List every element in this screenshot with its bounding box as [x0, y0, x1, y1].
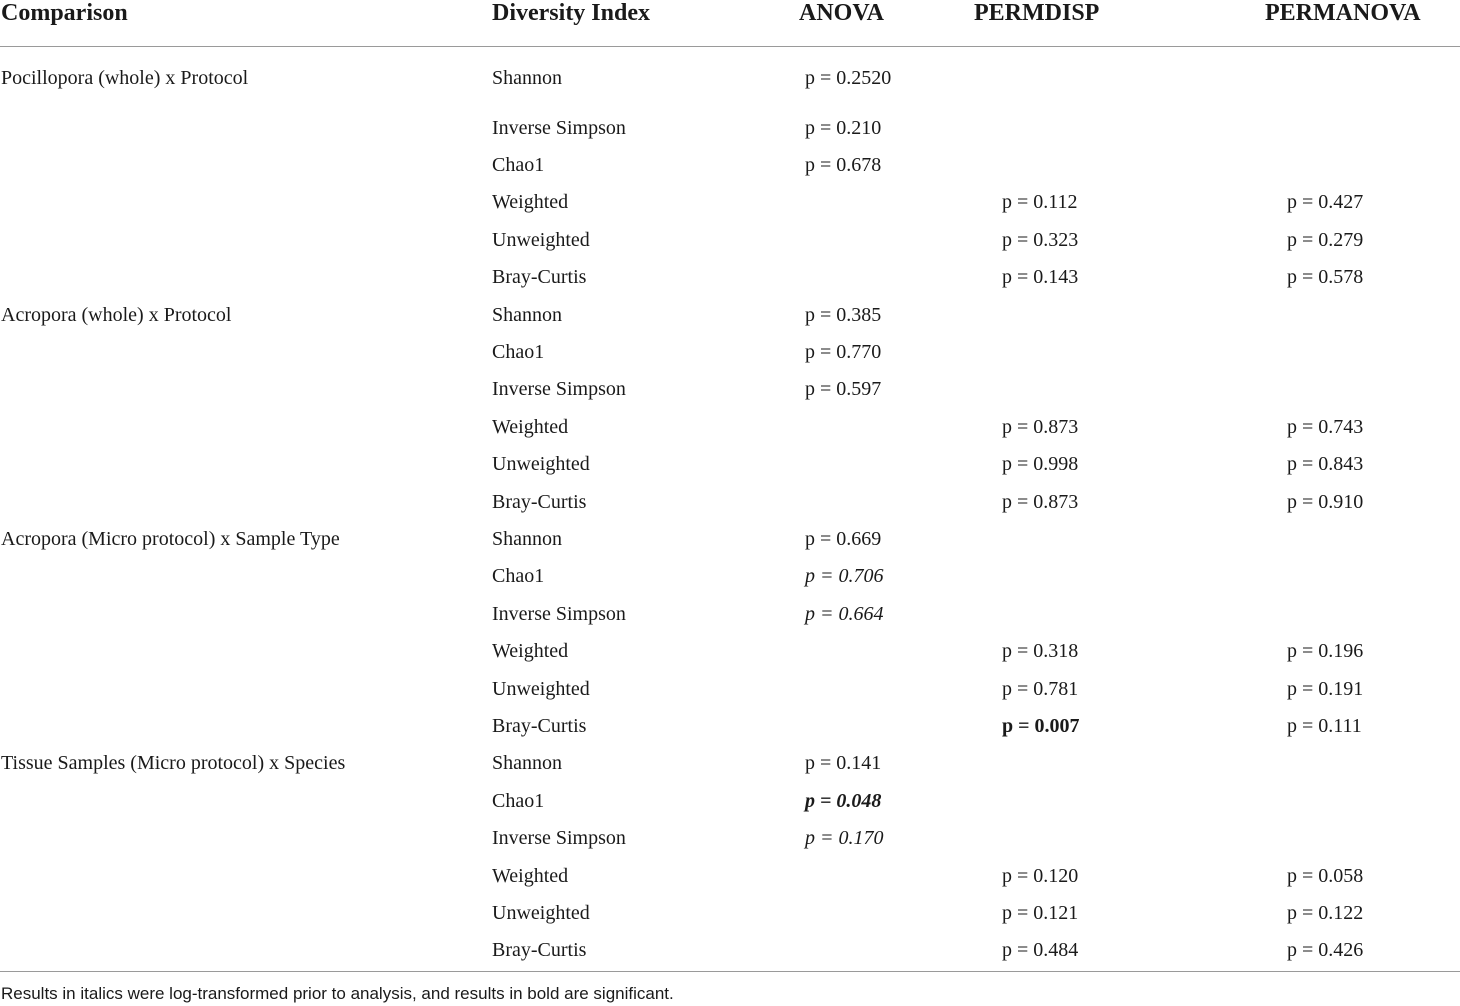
cell-permdisp: p = 0.484 [1002, 939, 1079, 962]
cell-anova [792, 221, 972, 258]
header-anova: ANOVA [792, 0, 972, 47]
cell-permanova: p = 0.122 [1287, 901, 1364, 924]
header-row [0, 0, 1460, 47]
cell-permanova [1242, 296, 1460, 333]
cell-anova: p = 0.706 [805, 565, 884, 588]
table-footnote: Results in italics were log-transformed prior to analysis, and results in bold are significant. [1, 984, 674, 1003]
cell-permdisp: p = 0.120 [1002, 864, 1079, 887]
cell-permanova: p = 0.843 [1287, 453, 1364, 476]
cell-anova [792, 483, 972, 520]
table-row [0, 558, 1460, 595]
cell-permanova: p = 0.426 [1287, 939, 1364, 962]
cell-diversity-index: Inverse Simpson [492, 116, 626, 139]
table-row [0, 595, 1460, 632]
cell-diversity-index: Inverse Simpson [492, 827, 626, 850]
cell-permanova: p = 0.191 [1287, 677, 1364, 700]
cell-comparison [0, 632, 492, 669]
cell-anova: p = 0.669 [805, 527, 882, 550]
cell-permdisp: p = 0.318 [1002, 640, 1079, 663]
table-row [0, 894, 1460, 931]
cell-permanova: p = 0.279 [1287, 228, 1364, 251]
cell-anova [792, 932, 972, 969]
cell-permdisp: p = 0.121 [1002, 901, 1079, 924]
table-row [0, 520, 1460, 557]
cell-diversity-index: Bray-Curtis [492, 266, 587, 289]
table-bottom-rule [0, 971, 1460, 972]
cell-anova: p = 0.210 [805, 116, 882, 139]
cell-permdisp [972, 109, 1242, 146]
table-row [0, 745, 1460, 782]
cell-permanova [1242, 146, 1460, 183]
cell-diversity-index: Shannon [492, 752, 562, 775]
cell-permdisp [972, 296, 1242, 333]
cell-diversity-index: Weighted [492, 864, 569, 887]
cell-permdisp: p = 0.998 [1002, 453, 1079, 476]
cell-comparison [0, 259, 492, 296]
cell-anova [792, 670, 972, 707]
cell-diversity-index: Weighted [492, 640, 569, 663]
cell-permanova [1242, 47, 1460, 110]
cell-permdisp [972, 782, 1242, 819]
cell-diversity-index: Unweighted [492, 677, 590, 700]
cell-permdisp [972, 520, 1242, 557]
table-row [0, 184, 1460, 221]
cell-diversity-index: Bray-Curtis [492, 714, 587, 737]
cell-permanova [1242, 819, 1460, 856]
cell-anova: p = 0.170 [805, 827, 884, 850]
cell-diversity-index: Chao1 [492, 565, 545, 588]
table-row [0, 483, 1460, 520]
cell-permanova: p = 0.578 [1287, 266, 1364, 289]
cell-anova [792, 408, 972, 445]
cell-permanova: p = 0.910 [1287, 490, 1364, 513]
cell-comparison [0, 109, 492, 146]
table-row [0, 782, 1460, 819]
cell-comparison [0, 558, 492, 595]
table-row [0, 819, 1460, 856]
cell-diversity-index: Shannon [492, 527, 562, 550]
table-row [0, 857, 1460, 894]
cell-comparison [0, 184, 492, 221]
cell-comparison [0, 932, 492, 969]
cell-permanova: p = 0.196 [1287, 640, 1364, 663]
cell-diversity-index: Bray-Curtis [492, 939, 587, 962]
cell-anova: p = 0.770 [805, 341, 882, 364]
table-row [0, 446, 1460, 483]
cell-permdisp [972, 745, 1242, 782]
cell-diversity-index: Unweighted [492, 228, 590, 251]
cell-permdisp: p = 0.781 [1002, 677, 1079, 700]
cell-diversity-index: Shannon [492, 67, 562, 89]
table-row [0, 670, 1460, 707]
cell-diversity-index: Weighted [492, 191, 569, 214]
cell-permanova: p = 0.111 [1287, 714, 1362, 737]
cell-diversity-index: Chao1 [492, 154, 545, 177]
cell-permanova: p = 0.427 [1287, 191, 1364, 214]
table-row [0, 109, 1460, 146]
cell-comparison [0, 595, 492, 632]
header-permanova: PERMANOVA [1242, 0, 1460, 47]
cell-comparison [0, 483, 492, 520]
table-row [0, 932, 1460, 969]
table-row [0, 371, 1460, 408]
cell-comparison [0, 894, 492, 931]
cell-anova [792, 707, 972, 744]
cell-diversity-index: Unweighted [492, 901, 590, 924]
cell-diversity-index: Bray-Curtis [492, 490, 587, 513]
cell-permanova [1242, 371, 1460, 408]
cell-diversity-index: Inverse Simpson [492, 378, 626, 401]
cell-anova [792, 259, 972, 296]
header-permdisp: PERMDISP [972, 0, 1242, 47]
cell-comparison: Pocillopora (whole) x Protocol [1, 67, 249, 89]
cell-comparison [0, 446, 492, 483]
cell-comparison: Tissue Samples (Micro protocol) x Species [1, 752, 346, 775]
cell-comparison [0, 146, 492, 183]
table-row [0, 408, 1460, 445]
cell-diversity-index: Inverse Simpson [492, 602, 626, 625]
cell-permdisp: p = 0.873 [1002, 415, 1079, 438]
cell-comparison [0, 782, 492, 819]
cell-permdisp [972, 47, 1242, 110]
cell-anova [792, 857, 972, 894]
cell-anova: p = 0.048 [805, 789, 882, 812]
cell-permanova: p = 0.058 [1287, 864, 1364, 887]
cell-permanova [1242, 595, 1460, 632]
table-row [0, 333, 1460, 370]
cell-anova [792, 184, 972, 221]
cell-permdisp [972, 333, 1242, 370]
cell-comparison [0, 670, 492, 707]
table-row [0, 259, 1460, 296]
cell-comparison [0, 333, 492, 370]
cell-permanova [1242, 520, 1460, 557]
header-diversity-index: Diversity Index [492, 0, 792, 47]
table-row [0, 221, 1460, 258]
cell-anova: p = 0.385 [805, 303, 882, 326]
cell-anova: p = 0.2520 [805, 67, 892, 89]
cell-comparison [0, 408, 492, 445]
cell-permdisp [972, 819, 1242, 856]
table-row [0, 632, 1460, 669]
cell-comparison [0, 371, 492, 408]
cell-permanova [1242, 558, 1460, 595]
cell-permdisp: p = 0.323 [1002, 228, 1079, 251]
table-row [0, 707, 1460, 744]
cell-anova [792, 894, 972, 931]
cell-permdisp: p = 0.007 [1002, 714, 1080, 737]
cell-permanova [1242, 109, 1460, 146]
cell-anova [792, 446, 972, 483]
cell-permdisp [972, 371, 1242, 408]
cell-diversity-index: Weighted [492, 415, 569, 438]
table-row [0, 296, 1460, 333]
cell-anova: p = 0.597 [805, 378, 882, 401]
cell-permanova [1242, 745, 1460, 782]
cell-permanova: p = 0.743 [1287, 415, 1364, 438]
cell-permdisp: p = 0.143 [1002, 266, 1079, 289]
cell-comparison [0, 221, 492, 258]
cell-comparison [0, 819, 492, 856]
cell-permdisp: p = 0.873 [1002, 490, 1079, 513]
cell-comparison: Acropora (whole) x Protocol [1, 303, 232, 326]
table-row [0, 146, 1460, 183]
cell-permdisp [972, 146, 1242, 183]
cell-comparison: Acropora (Micro protocol) x Sample Type [1, 527, 340, 550]
cell-anova [792, 632, 972, 669]
cell-anova: p = 0.664 [805, 602, 884, 625]
cell-diversity-index: Unweighted [492, 453, 590, 476]
cell-permdisp [972, 558, 1242, 595]
cell-anova: p = 0.678 [805, 154, 882, 177]
cell-comparison [0, 857, 492, 894]
header-comparison: Comparison [0, 0, 492, 47]
cell-permanova [1242, 782, 1460, 819]
cell-diversity-index: Shannon [492, 303, 562, 326]
cell-permanova [1242, 333, 1460, 370]
cell-comparison [0, 707, 492, 744]
cell-anova: p = 0.141 [805, 752, 882, 775]
cell-diversity-index: Chao1 [492, 341, 545, 364]
cell-diversity-index: Chao1 [492, 789, 545, 812]
table-row [0, 47, 1460, 110]
cell-permdisp [972, 595, 1242, 632]
cell-permdisp: p = 0.112 [1002, 191, 1078, 214]
